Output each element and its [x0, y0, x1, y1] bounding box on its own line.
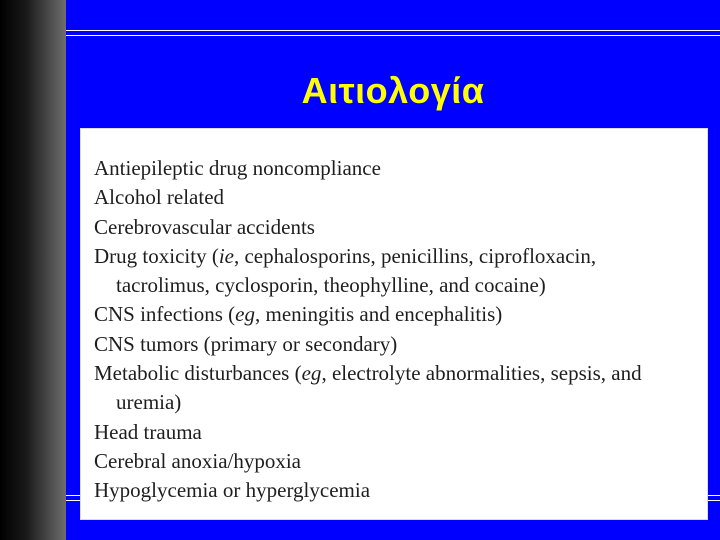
list-item-text: CNS tumors (primary or secondary) — [94, 331, 398, 356]
slide-title: Αιτιολογία — [301, 70, 485, 111]
list-item-continuation: tacrolimus, cyclosporin, theophylline, and cocaine) — [116, 273, 546, 298]
top-rule-lower — [66, 35, 720, 36]
list-item — [94, 242, 694, 301]
list-item-text: Hypoglycemia or hyperglycemia — [94, 478, 371, 503]
list-item-abbrev: eg — [235, 302, 255, 327]
list-item — [94, 213, 694, 242]
list-item — [94, 300, 694, 329]
list-item-text: , cephalosporins, penicillins, ciprofloxacin, — [233, 243, 597, 268]
top-rule-upper — [66, 30, 720, 31]
list-item-text: Cerebral anoxia/hypoxia — [94, 448, 302, 473]
list-item-text: , electrolyte abnormalities, sepsis, and — [321, 361, 642, 386]
list-item-abbrev: eg — [301, 361, 322, 386]
list-item-text: Alcohol related — [94, 185, 225, 210]
list-item-abbrev: ie — [218, 243, 234, 268]
list-item-text: , meningitis and encephalitis) — [254, 302, 503, 327]
list-item-text: Cerebrovascular accidents — [94, 214, 315, 239]
list-item-text: Metabolic disturbances ( — [94, 361, 302, 386]
list-item-continuation: uremia) — [116, 390, 182, 415]
list-item-text: CNS infections ( — [94, 302, 236, 327]
list-item-text: Drug toxicity ( — [94, 243, 219, 268]
list-item — [94, 154, 694, 183]
list-item — [94, 183, 694, 212]
list-item — [94, 359, 694, 418]
causes-image-panel — [80, 128, 708, 520]
left-gradient-band — [0, 0, 66, 540]
list-item — [94, 330, 694, 359]
list-item-text: Head trauma — [94, 419, 202, 444]
list-item — [94, 476, 694, 505]
list-item-text: Antiepileptic drug noncompliance — [94, 156, 381, 180]
list-item — [94, 418, 694, 447]
causes-list — [94, 154, 694, 506]
list-item — [94, 447, 694, 476]
